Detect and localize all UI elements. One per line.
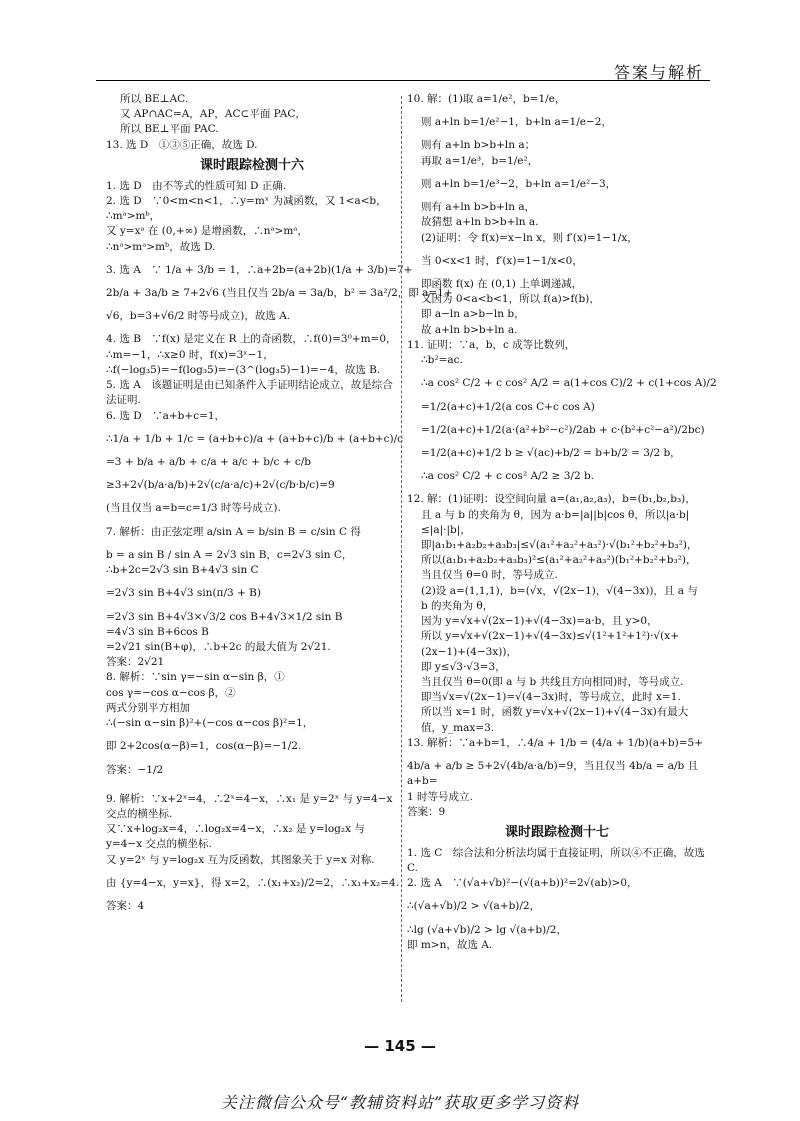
q17-answer-2: 2. 选 A ∵(√a+√b)²−(√(a+b))²=2√(ab)>0， [407, 877, 638, 890]
right-line: 再取 a=1/e³，b=1/e²， [421, 154, 539, 167]
right-line: =1/2(a+c)+1/2(a cos C+c cos A) [421, 400, 595, 413]
answer-11: 11. 证明：∵a，b，c 成等比数列， [407, 338, 576, 351]
left-line: cos γ=−cos α−cos β，② [106, 686, 236, 699]
left-line: 答案：2√21 [106, 656, 165, 669]
right-line: =1/2(a+c)+1/2(a·(a²+b²−c²)/2ab + c·(b²+c²−a²)/2bc) [421, 423, 705, 436]
left-line: 由 {y=4−x，y=x}，得 x=2，∴(x₁+x₂)/2=2，∴x₁+x₂=4. [106, 876, 400, 889]
left-line: √6，b=3+√6/2 时等号成立)，故选 A. [106, 310, 291, 323]
right-line: 则 a+ln b=1/e²−1，b+ln a=1/e−2， [421, 116, 612, 129]
right-line: 又因为 0<a<b<1，所以 f(a)>f(b)， [421, 293, 600, 306]
header-rule [96, 80, 710, 81]
answer-12: 12. 解：(1)证明：设空间向量 a=(a₁,a₂,a₃)，b=(b₁,b₂,b₃)， [407, 493, 696, 506]
right-line: 即 a−ln a>b−ln b， [421, 308, 525, 321]
left-line: =2√21 sin(B+φ)，∴b+2c 的最大值为 2√21. [106, 640, 331, 653]
left-line: 又 y=xᵃ 在 (0,+∞) 是增函数，∴nᵃ>mᵃ， [106, 225, 308, 238]
right-line: 且 a 与 b 的夹角为 θ，因为 a·b=|a||b|cos θ，所以|a·b|≤|a|·|b|， [421, 508, 690, 536]
right-line: ∴lg (√a+√b)/2 > lg √(a+b)/2， [407, 923, 567, 936]
left-line: 13. 选 D ①③⑤正确，故选 D. [106, 138, 258, 151]
left-line: ∴nᵃ>mᵃ>mᵇ，故选 D. [106, 240, 216, 253]
right-line: 故 a+ln b>b+ln a. [421, 323, 518, 336]
left-line: ∴b+2c=2√3 sin B+4√3 sin C [106, 564, 259, 577]
answer-6: 6. 选 D ∵a+b+c=1， [106, 409, 226, 422]
left-line: =4√3 sin B+6cos B [106, 625, 209, 638]
right-line: 则有 a+ln b>b+ln a， [421, 201, 536, 214]
right-line: ∴a cos² C/2 + c cos² A/2 ≥ 3/2 b. [421, 470, 595, 483]
answer-1: 1. 选 D 由不等式的性质可知 D 正确. [106, 179, 287, 192]
answer-3: 3. 选 A ∵ 1/a + 3/b = 1，∴a+2b=(a+2b)(1/a + 3/b)=7+ [106, 263, 413, 276]
section-title-17: 课时跟踪检测十七 [504, 824, 609, 840]
left-line: ∴f(−log₃5)=−f(log₃5)=−(3^(log₃5)−1)=−4，故选 B. [106, 363, 381, 376]
right-line: 故猜想 a+ln b>b+ln a. [421, 216, 539, 229]
q17-answer-1: 1. 选 C 综合法和分析法均属于直接证明，所以④不正确，故选 C. [407, 846, 705, 875]
right-line: =1/2(a+c)+1/2 b ≥ √(ac)+b/2 = b+b/2 = 3/2 b， [421, 446, 681, 459]
left-line: =2√3 sin B+4√3 sin(π/3 + B) [106, 587, 261, 600]
left-line: b = a sin B / sin A = 2√3 sin B，c=2√3 sin C， [106, 548, 353, 561]
answer-2: 2. 选 D ∵0<m<n<1，∴y=mˣ 为减函数，又 1<a<b， [106, 194, 387, 207]
right-line: 所以当 x=1 时，函数 y=√x+√(2x−1)+√(4−3x)有最大值，y_max=3. [421, 706, 689, 734]
right-line: 所以 y=√x+√(2x−1)+√(4−3x)≤√(1²+1²+1²)·√(x+(2x−1)+(4−3x))， [421, 630, 679, 658]
right-column [407, 92, 717, 953]
answer-7: 7. 解析：由正弦定理 a/sin A = b/sin B = c/sin C 得 [106, 525, 361, 538]
left-line: 又 y=2ˣ 与 y=log₂x 互为反函数，其图象关于 y=x 对称. [106, 853, 375, 866]
answer-5: 5. 选 A 该题证明是由已知条件入手证明结论成立，故是综合法证明. [106, 379, 393, 407]
right-line: 当 0<x<1 时，f′(x)=1−1/x<0， [421, 254, 583, 267]
footer-note: 关注微信公众号“教辅资料站”获取更多学习资料 [220, 1093, 580, 1112]
right-line: 即|a₁b₁+a₂b₂+a₃b₃|≤√(a₁²+a₂²+a₃²)·√(b₁²+b₂²+b₃²)， [421, 539, 698, 552]
right-line: ∴b²=ac. [421, 354, 463, 367]
section-title-16: 课时跟踪检测十六 [199, 157, 304, 173]
left-line: ∴mᵃ>mᵇ， [106, 210, 161, 223]
left-line: =2√3 sin B+4√3×√3/2 cos B+4√3×1/2 sin B [106, 610, 343, 623]
left-line: 又 AP∩AC=A，AP，AC⊂平面 PAC， [120, 108, 306, 121]
left-line: 答案：4 [106, 900, 145, 913]
left-line: (当且仅当 a=b=c=1/3 时等号成立). [106, 502, 281, 515]
right-line: 即函数 f(x) 在 (0,1) 上单调递减， [421, 277, 583, 290]
left-line: 所以 BE⊥平面 PAC. [120, 123, 219, 136]
right-line: ∴(√a+√b)/2 > √(a+b)/2， [407, 900, 541, 913]
right-line: 即 m>n，故选 A. [407, 938, 493, 951]
left-line: 所以 BE⊥AC. [120, 93, 189, 105]
left-line: 答案：−1/2 [106, 763, 164, 776]
right-line: (2)设 a=(1,1,1)，b=(√x，√(2x−1)，√(4−3x))，且 a 与 b 的夹角为 θ， [421, 584, 698, 612]
answer-4: 4. 选 B ∵f(x) 是定义在 R 上的奇函数，∴f(0)=3⁰+m=0， [106, 333, 397, 346]
right-line: 当且仅当 θ=0 时，等号成立. [421, 569, 558, 582]
right-line: 所以(a₁b₁+a₂b₂+a₃b₃)²≤(a₁²+a₂²+a₃²)(b₁²+b₂²+b₃²)， [421, 554, 697, 567]
left-line: ∴(−sin α−sin β)²+(−cos α−cos β)²=1， [106, 717, 314, 730]
page-number: — 145 — [364, 1037, 436, 1055]
right-line: 1 时等号成立. [407, 790, 473, 803]
right-line: 因为 y=√x+√(2x−1)+√(4−3x)=a·b，且 y>0， [421, 615, 658, 628]
right-line: (2)证明：令 f(x)=x−ln x，则 f′(x)=1−1/x， [421, 231, 638, 244]
left-line: 即 2+2cos(α−β)=1，cos(α−β)=−1/2. [106, 740, 302, 753]
right-line: 则 a+ln b=1/e³−2，b+ln a=1/e²−3， [421, 177, 617, 190]
right-line: 则有 a+ln b>b+ln a； [421, 139, 536, 152]
answer-10: 10. 解：(1)取 a=1/e²，b=1/e， [407, 93, 566, 105]
column-divider [401, 96, 402, 1002]
left-line: ∴m=−1，∴x≥0 时，f(x)=3ˣ−1， [106, 348, 274, 361]
left-line: 2b/a + 3a/b ≥ 7+2√6 (当且仅当 2b/a = 3a/b，b² = 3a²/2，即 a=1+ [106, 287, 453, 300]
header-title: 答案与解析 [613, 63, 704, 82]
right-line: ∴a cos² C/2 + c cos² A/2 = a(1+cos C)/2 + c(1+cos A)/2 [421, 377, 717, 390]
left-line: =3 + b/a + a/b + c/a + a/c + b/c + c/b [106, 456, 311, 468]
left-line: ≥3+2√(b/a·a/b)+2√(c/a·a/c)+2√(c/b·b/c)=9 [106, 479, 335, 492]
left-line: 又∵x+log₂x=4，∴log₂x=4−x，∴x₂ 是 y=log₂x 与 y=4−x 交点的横坐标. [106, 823, 365, 851]
right-line: 即当√x=√(2x−1)=√(4−3x)时，等号成立，此时 x=1. [421, 691, 681, 704]
right-line: 当且仅当 θ=0(即 a 与 b 共线且方向相同)时，等号成立. [421, 676, 684, 688]
answer-8: 8. 解析：∵sin γ=−sin α−sin β，① [106, 671, 285, 684]
answer-13: 13. 解析：∵a+b=1，∴4/a + 1/b = (4/a + 1/b)(a+b)=5+ [407, 736, 703, 749]
right-line: 答案：9 [407, 805, 446, 818]
left-line: ∴1/a + 1/b + 1/c = (a+b+c)/a + (a+b+c)/b + (a+b+c)/c [106, 432, 403, 445]
answer-9: 9. 解析：∵x+2ˣ=4，∴2ˣ=4−x，∴x₁ 是 y=2ˣ 与 y=4−x 交点的横坐标. [106, 792, 393, 820]
right-line: 即 y≤√3·√3=3， [421, 660, 506, 673]
left-line: 两式分别平方相加 [106, 701, 190, 714]
right-line: 4b/a + a/b ≥ 5+2√(4b/a·a/b)=9，当且仅当 4b/a = a/b 且 a+b= [407, 760, 699, 788]
